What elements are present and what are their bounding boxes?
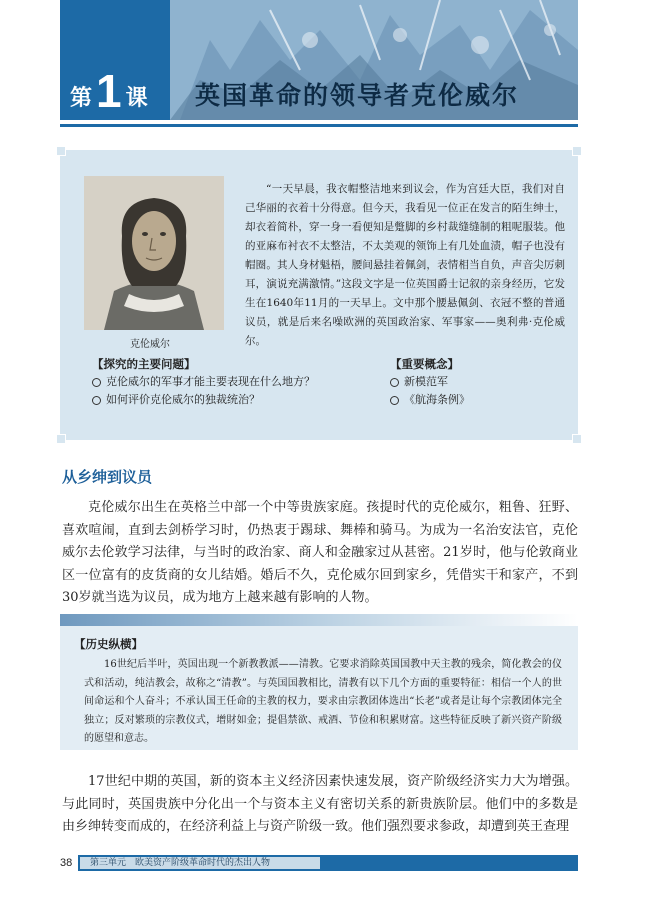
concept-text: 《航海条例》 [404,393,470,406]
list-item [92,373,362,391]
key-questions-heading: 【探究的主要问题】 [92,357,196,371]
sidebar-heading: 【历史纵横】 [74,637,143,651]
key-concepts-heading: 【重要概念】 [390,357,459,371]
key-concepts [390,355,560,409]
circle-bullet-icon [390,378,399,387]
concept-text: 新模范军 [404,375,448,388]
portrait-caption: 克伦威尔 [130,339,170,350]
circle-bullet-icon [92,396,101,405]
cromwell-portrait [84,176,224,330]
list-item [390,391,560,409]
section-title: 从乡绅到议员 [62,468,153,486]
page-number: 38 [60,857,73,869]
header-rule [60,124,578,127]
lesson-suffix: 课 [125,86,148,111]
lesson-number-label [70,65,170,117]
corner-ornament [572,146,582,156]
lesson-prefix: 第 [70,86,93,111]
sidebar-top-band [60,614,578,626]
intro-quote: “一天早晨，我衣帽整洁地来到议会，作为宫廷大臣，我们对自己华丽的衣着十分得意。但今天，我看见一位正在发言的陌生绅士，却衣着简朴，穿一身一看便知是蹩脚的乡村裁缝缝制的粗呢服装。他的亚麻布衬衣不太整洁，不太美观的领饰上有几处血渍，帽子也没有帽圈。其人身材魁梧，腰间悬挂着佩剑，表情相当自负，声音尖厉刺耳，演说充满激情。”这段文字是一位英国爵士记叙的亲身经历，它发生在1640年11月的一天早上。文中那个腰悬佩剑、衣冠不整的普通议员，就是后来名噪欧洲的英国政治家、军事家——奥利弗·克伦威尔。 [245,183,565,347]
corner-ornament [572,434,582,444]
list-item [390,373,560,391]
unit-title: 第三单元 欧美资产阶级革命时代的杰出人物 [90,858,271,868]
sidebar-text: 16世纪后半叶，英国出现一个新教教派——清教。它要求消除英国国教中天主教的残余，简化教会的仪式和活动，纯洁教会，故称之“清教”。与英国国教相比，清教有以下几个方面的重要特征：相信一个人的世间命运和个人奋斗；不承认国王任命的主教的权力，要求由宗教团体选出“长老”或者是让每个宗教团体完全独立；反对繁琐的宗教仪式，增財如金；提倡禁欲、戒酒、节俭和积累财富。这些特征反映了新兴资产阶级的愿望和意志。 [84,659,562,744]
lesson-number: 1 [96,65,122,117]
circle-bullet-icon [390,396,399,405]
circle-bullet-icon [92,378,101,387]
history-sidebar [60,614,578,750]
question-text: 如何评价克伦威尔的独裁统治？ [106,393,260,406]
lesson-title: 英国革命的领导者克伦威尔 [195,81,520,110]
key-questions [92,355,362,409]
intro-box [60,150,578,440]
question-text: 克伦威尔的军事才能主要表现在什么地方？ [106,375,315,388]
corner-ornament [56,146,66,156]
list-item [92,391,362,409]
corner-ornament [56,434,66,444]
body-paragraph: 17世纪中期的英国，新的资本主义经济因素快速发展，资产阶级经济实力大为增强。与此同时，英国贵族中分化出一个与资本主义有密切关系的新贵族阶层。他们中的多数是由乡绅转变而成的，在经济利益上与资产阶级一致。他们强烈要求参政，却遭到英王查理 [62,774,578,834]
body-paragraph: 克伦威尔出生在英格兰中部一个中等贵族家庭。孩提时代的克伦威尔，粗鲁、狂野、喜欢喧闹，直到去剑桥学习时，仍热衷于踢球、舞棒和骑马。为成为一名治安法官，克伦威尔去伦敦学习法律，与当时的政治家、商人和金融家过从甚密。21岁时，他与伦敦商业区一位富有的皮货商的女儿结婚。婚后不久，克伦威尔回到家乡，凭借实干和家产，不到30岁就当选为议员，成为地方上越来越有影响的人物。 [62,500,578,605]
